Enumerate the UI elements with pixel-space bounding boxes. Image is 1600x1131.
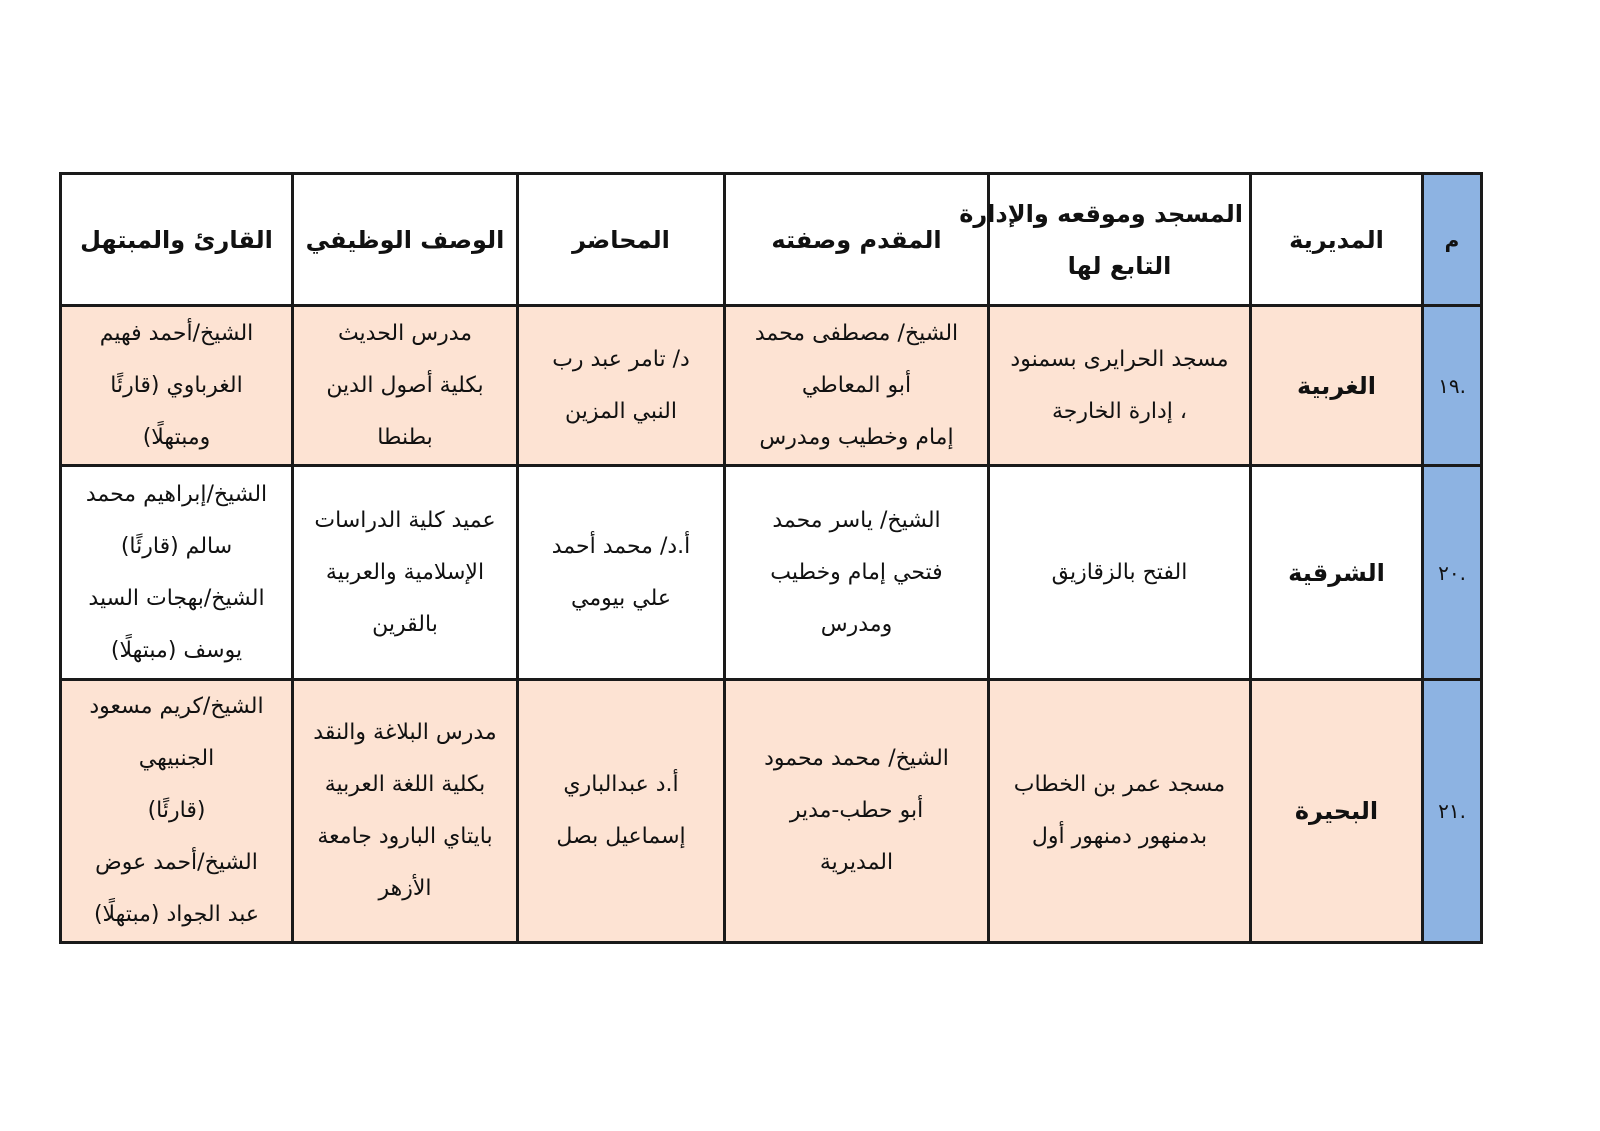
cell-line: سالم (قارئًا) — [120, 533, 233, 559]
row-job — [293, 466, 518, 680]
cell-line: أ.د عبدالباري — [563, 772, 679, 797]
cell-line: المديرية — [819, 850, 894, 875]
cell-line: الشيخ/كريم مسعود — [89, 694, 264, 719]
table-row — [61, 680, 1482, 943]
cell-line: الشيخ/أحمد عوض — [95, 850, 258, 875]
row-reader — [61, 466, 293, 680]
cell-line: عميد كلية الدراسات — [314, 507, 496, 533]
header-directorate: المديرية — [1251, 174, 1423, 306]
cell-line: الإسلامية والعربية — [325, 559, 485, 585]
cell-line: أبو المعاطي — [801, 372, 912, 398]
cell-line: يوسف (مبتهلًا) — [110, 637, 243, 663]
cell-line: أبو حطب-مدير — [789, 798, 924, 823]
row-presenter — [725, 680, 989, 943]
cell-line: النبي المزين — [565, 398, 677, 424]
cell-line: مدرس الحديث — [337, 320, 473, 346]
cell-line: الشيخ/ ياسر محمد — [772, 507, 941, 533]
cell-line: ومدرس — [820, 611, 893, 637]
row-job — [293, 306, 518, 466]
cell-line: فتحي إمام وخطيب — [770, 559, 943, 585]
row-directorate: الشرقية — [1251, 466, 1423, 680]
cell-line: مسجد الحرايرى بسمنود — [1010, 346, 1229, 372]
header-num: م — [1423, 174, 1482, 306]
header-mosque — [959, 174, 1251, 306]
row-num: .٢٠ — [1423, 466, 1482, 680]
cell-line: علي بيومي — [571, 585, 671, 611]
cell-line: الشيخ/ محمد محمود — [764, 746, 949, 771]
row-lecturer — [518, 466, 725, 680]
cell-line: الشيخ/بهجات السيد — [88, 585, 265, 611]
cell-line: بايتاي البارود جامعة — [317, 824, 493, 849]
table-row — [61, 306, 1482, 466]
cell-line: إسماعيل بصل — [556, 824, 686, 849]
cell-line: الشيخ/ مصطفى محمد — [754, 320, 959, 346]
cell-line: إمام وخطيب ومدرس — [759, 424, 954, 450]
cell-line: ومبتهلًا) — [142, 424, 211, 450]
row-presenter — [725, 466, 989, 680]
row-lecturer — [518, 680, 725, 943]
header-row — [61, 174, 1482, 306]
cell-line: الشيخ/إبراهيم محمد — [85, 481, 268, 507]
row-lecturer — [518, 306, 725, 466]
header-mosque-line-2: التابع لها — [1067, 251, 1172, 280]
cell-line: مسجد عمر بن الخطاب — [1013, 772, 1226, 797]
cell-line: الغرباوي (قارئًا — [110, 372, 243, 398]
row-presenter — [725, 306, 989, 466]
cell-line: (قارئًا) — [147, 798, 206, 823]
row-reader — [61, 680, 293, 943]
cell-line: بطنطا — [377, 424, 433, 450]
cell-line: الأزهر — [378, 876, 432, 901]
header-job: الوصف الوظيفي — [293, 174, 518, 306]
schedule-table — [59, 172, 1483, 944]
cell-line: أ.د/ محمد أحمد — [551, 533, 691, 559]
row-mosque — [989, 466, 1251, 680]
row-num: .١٩ — [1423, 306, 1482, 466]
header-presenter: المقدم وصفته — [725, 174, 989, 306]
cell-line: مدرس البلاغة والنقد — [313, 720, 497, 745]
cell-line: د/ تامر عبد رب — [552, 346, 690, 372]
row-directorate: البحيرة — [1251, 680, 1423, 943]
header-reader: القارئ والمبتهل — [61, 174, 293, 306]
header-lecturer: المحاضر — [518, 174, 725, 306]
cell-line: بالقرين — [372, 611, 438, 637]
row-reader — [61, 306, 293, 466]
row-directorate: الغربية — [1251, 306, 1423, 466]
header-mosque-line-1: المسجد وموقعه والإدارة — [959, 199, 1243, 228]
cell-line: الفتح بالزقازيق — [1051, 559, 1188, 585]
cell-line: بدمنهور دمنهور أول — [1031, 824, 1208, 849]
cell-line: بكلية اللغة العربية — [324, 772, 486, 797]
row-num: .٢١ — [1423, 680, 1482, 943]
cell-line: الجنبيهي — [138, 746, 215, 771]
table-row — [61, 466, 1482, 680]
cell-line: بكلية أصول الدين — [326, 372, 484, 398]
row-job — [293, 680, 518, 943]
schedule-table-wrapper — [59, 172, 1480, 944]
row-mosque — [989, 680, 1251, 943]
row-mosque — [989, 306, 1251, 466]
cell-line: ، إدارة الخارجة — [1052, 398, 1187, 424]
cell-line: عبد الجواد (مبتهلًا) — [93, 902, 260, 927]
cell-line: الشيخ/أحمد فهيم — [99, 320, 254, 346]
